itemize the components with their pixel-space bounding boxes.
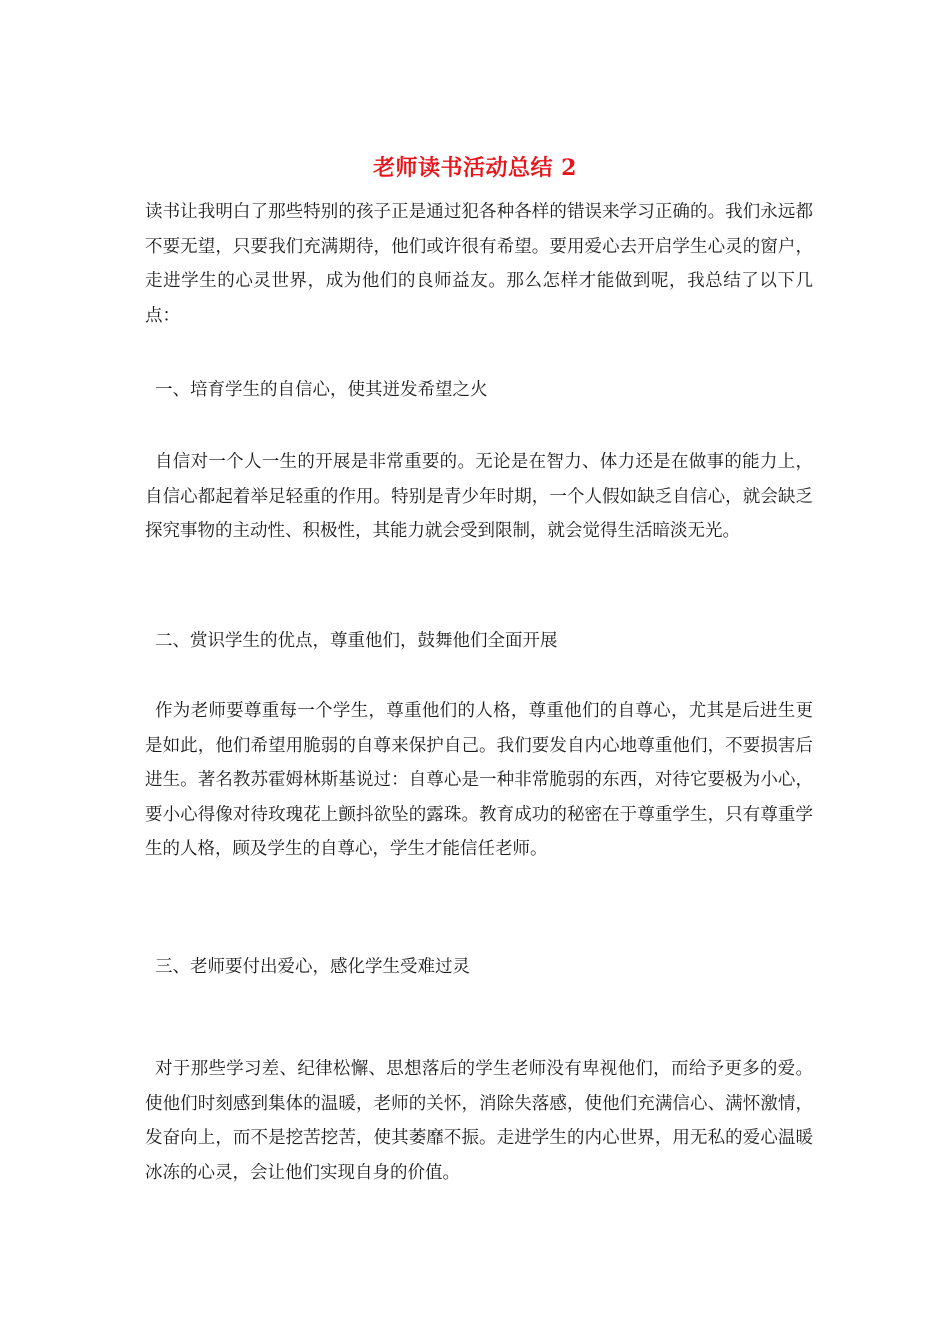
section-body-2: 作为老师要尊重每一个学生，尊重他们的人格，尊重他们的自尊心，尤其是后进生更是如此，他们希望用脆弱的自尊来保护自己。我们要发自内心地尊重他们，不要损害后进生。著名教苏霍姆林斯基说过：自尊心是一种非常脆弱的东西，对待它要极为小心，要小心得像对待玫瑰花上颤抖欲坠的露珠。教育成功的秘密在于尊重学生，只有尊重学生的人格，顾及学生的自尊心，学生才能信任老师。 (145, 701, 813, 859)
section-heading-1: 一、培育学生的自信心，使其迸发希望之火 (155, 380, 488, 400)
section-body-1: 自信对一个人一生的开展是非常重要的。无论是在智力、体力还是在做事的能力上，自信心都起着举足轻重的作用。特别是青少年时期，一个人假如缺乏自信心，就会缺乏探究事物的主动性、积极性，其能力就会受到限制，就会觉得生活暗淡无光。 (145, 452, 813, 541)
section-heading-3: 三、老师要付出爱心，感化学生受难过灵 (155, 957, 470, 977)
document-title: 老师读书活动总结 2 (373, 155, 577, 181)
section-heading-2: 二、赏识学生的优点，尊重他们，鼓舞他们全面开展 (155, 631, 558, 651)
section-body-3: 对于那些学习差、纪律松懈、思想落后的学生老师没有卑视他们，而给予更多的爱。使他们时刻感到集体的温暖，老师的关怀，消除失落感，使他们充满信心、满怀激情，发奋向上，而不是挖苦挖苦，使其萎靡不振。走进学生的内心世界，用无私的爱心温暖冰冻的心灵，会让他们实现自身的价值。 (145, 1059, 813, 1183)
intro-paragraph: 读书让我明白了那些特别的孩子正是通过犯各种各样的错误来学习正确的。我们永远都不要无望，只要我们充满期待，他们或许很有希望。要用爱心去开启学生心灵的窗户，走进学生的心灵世界，成为他们的良师益友。那么怎样才能做到呢，我总结了以下几点： (145, 202, 813, 326)
